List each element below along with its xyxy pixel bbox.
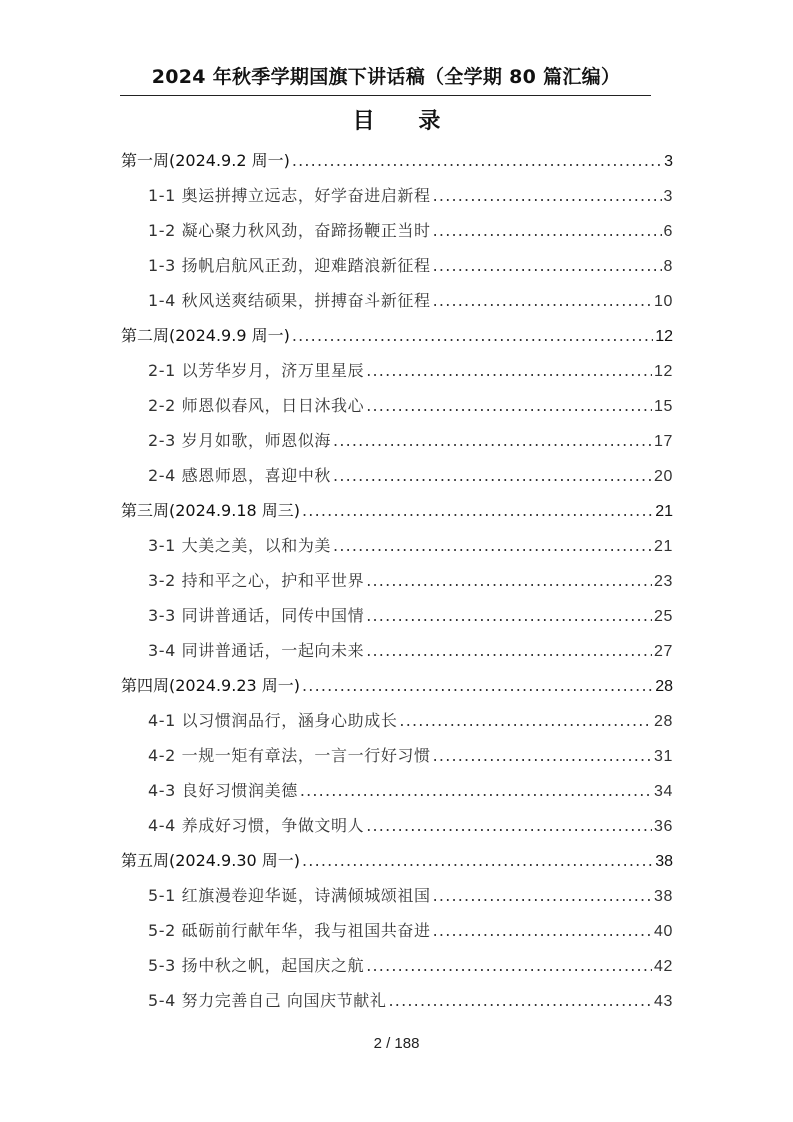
toc-week-entry[interactable] <box>121 671 673 706</box>
toc-page-number: 20 <box>654 468 673 485</box>
toc-item-label: 5-1 红旗漫卷迎华诞，诗满倾城颂祖国 <box>148 886 431 905</box>
toc-page-number: 25 <box>654 608 673 625</box>
dot-leader <box>333 461 652 491</box>
toc-page-number: 42 <box>654 958 673 975</box>
dot-leader <box>433 741 652 771</box>
toc-item-entry[interactable] <box>121 811 673 846</box>
dot-leader <box>366 811 652 841</box>
toc-page-number: 38 <box>655 853 673 870</box>
toc-week-entry[interactable] <box>121 846 673 881</box>
dot-leader <box>366 951 652 981</box>
toc-page-number: 34 <box>654 783 673 800</box>
dot-leader <box>366 356 652 386</box>
toc-week-label: 第五周(2024.9.30 周一) <box>121 851 301 870</box>
toc-item-label: 5-3 扬中秋之帆，起国庆之航 <box>148 956 365 975</box>
toc-week-label: 第二周(2024.9.9 周一) <box>121 326 290 345</box>
toc-item-entry[interactable] <box>121 251 673 286</box>
dot-leader <box>333 531 652 561</box>
toc-item-entry[interactable] <box>121 636 673 671</box>
toc-week-label: 第三周(2024.9.18 周三) <box>121 501 301 520</box>
toc-item-label: 4-1 以习惯润品行，涵身心助成长 <box>148 711 398 730</box>
toc-page-number: 40 <box>654 923 673 940</box>
dot-leader <box>292 146 662 176</box>
toc-item-entry[interactable] <box>121 986 673 1021</box>
title-underline-divider <box>120 95 651 96</box>
dot-leader <box>366 636 652 666</box>
toc-page-number: 3 <box>664 153 673 170</box>
toc-item-entry[interactable] <box>121 776 673 811</box>
toc-item-label: 5-4 努力完善自己 向国庆节献礼 <box>148 991 387 1010</box>
dot-leader <box>292 321 653 351</box>
dot-leader <box>433 251 662 281</box>
toc-heading: 目 录 <box>352 109 459 134</box>
toc-week-entry[interactable] <box>121 321 673 356</box>
toc-page-number: 3 <box>663 188 673 205</box>
toc-item-entry[interactable] <box>121 461 673 496</box>
toc-item-label: 1-1 奥运拼搏立远志，好学奋进启新程 <box>148 186 431 205</box>
dot-leader <box>433 881 652 911</box>
toc-item-label: 2-2 师恩似春风，日日沐我心 <box>148 396 365 415</box>
toc-item-entry[interactable] <box>121 531 673 566</box>
dot-leader <box>433 181 662 211</box>
toc-page-number: 15 <box>654 398 673 415</box>
dot-leader <box>302 496 653 526</box>
toc-item-entry[interactable] <box>121 286 673 321</box>
toc-page-number: 36 <box>654 818 673 835</box>
dot-leader <box>433 916 652 946</box>
toc-item-entry[interactable] <box>121 951 673 986</box>
page-number-indicator: 2 / 188 <box>373 1035 420 1052</box>
toc-item-label: 4-3 良好习惯润美德 <box>148 781 298 800</box>
toc-item-entry[interactable] <box>121 706 673 741</box>
toc-item-label: 2-3 岁月如歌，师恩似海 <box>148 431 332 450</box>
dot-leader <box>433 286 652 316</box>
dot-leader <box>399 706 652 736</box>
toc-item-label: 4-2 一规一矩有章法，一言一行好习惯 <box>148 746 431 765</box>
dot-leader <box>389 986 652 1016</box>
toc-item-label: 3-4 同讲普通话，一起向未来 <box>148 641 365 660</box>
toc-item-entry[interactable] <box>121 356 673 391</box>
table-of-contents <box>121 146 673 1021</box>
toc-page-number: 28 <box>654 713 673 730</box>
toc-page-number: 23 <box>654 573 673 590</box>
toc-week-entry[interactable] <box>121 496 673 531</box>
dot-leader <box>433 216 662 246</box>
toc-page-number: 27 <box>654 643 673 660</box>
dot-leader <box>366 391 652 421</box>
dot-leader <box>302 671 653 701</box>
toc-item-label: 3-3 同讲普通话，同传中国情 <box>148 606 365 625</box>
toc-item-label: 4-4 养成好习惯，争做文明人 <box>148 816 365 835</box>
toc-item-entry[interactable] <box>121 881 673 916</box>
toc-item-entry[interactable] <box>121 741 673 776</box>
toc-item-entry[interactable] <box>121 426 673 461</box>
dot-leader <box>333 426 652 456</box>
toc-page-number: 10 <box>654 293 673 310</box>
toc-page-number: 8 <box>663 258 673 275</box>
document-title: 2024 年秋季学期国旗下讲话稿（全学期 80 篇汇编） <box>151 66 621 88</box>
toc-item-entry[interactable] <box>121 391 673 426</box>
toc-page-number: 38 <box>654 888 673 905</box>
toc-item-label: 1-2 凝心聚力秋风劲，奋蹄扬鞭正当时 <box>148 221 431 240</box>
toc-item-label: 5-2 砥砺前行献年华，我与祖国共奋进 <box>148 921 431 940</box>
toc-page-number: 43 <box>654 993 673 1010</box>
toc-page-number: 12 <box>655 328 673 345</box>
toc-page-number: 21 <box>654 538 673 555</box>
toc-item-label: 2-1 以芳华岁月，济万里星辰 <box>148 361 365 380</box>
toc-item-entry[interactable] <box>121 181 673 216</box>
toc-item-label: 3-1 大美之美，以和为美 <box>148 536 332 555</box>
toc-week-entry[interactable] <box>121 146 673 181</box>
toc-item-label: 1-4 秋风送爽结硕果，拼搏奋斗新征程 <box>148 291 431 310</box>
toc-page-number: 31 <box>654 748 673 765</box>
toc-page-number: 6 <box>663 223 673 240</box>
toc-item-entry[interactable] <box>121 916 673 951</box>
toc-week-label: 第一周(2024.9.2 周一) <box>121 151 290 170</box>
dot-leader <box>366 601 652 631</box>
dot-leader <box>366 566 652 596</box>
toc-week-label: 第四周(2024.9.23 周一) <box>121 676 301 695</box>
toc-page-number: 21 <box>655 503 673 520</box>
toc-page-number: 17 <box>654 433 673 450</box>
dot-leader <box>302 846 653 876</box>
toc-page-number: 12 <box>654 363 673 380</box>
toc-item-label: 1-3 扬帆启航风正劲，迎难踏浪新征程 <box>148 256 431 275</box>
toc-item-label: 2-4 感恩师恩，喜迎中秋 <box>148 466 332 485</box>
toc-item-label: 3-2 持和平之心，护和平世界 <box>148 571 365 590</box>
toc-item-entry[interactable] <box>121 601 673 636</box>
toc-item-entry[interactable] <box>121 216 673 251</box>
toc-item-entry[interactable] <box>121 566 673 601</box>
dot-leader <box>300 776 652 806</box>
toc-page-number: 28 <box>655 678 673 695</box>
